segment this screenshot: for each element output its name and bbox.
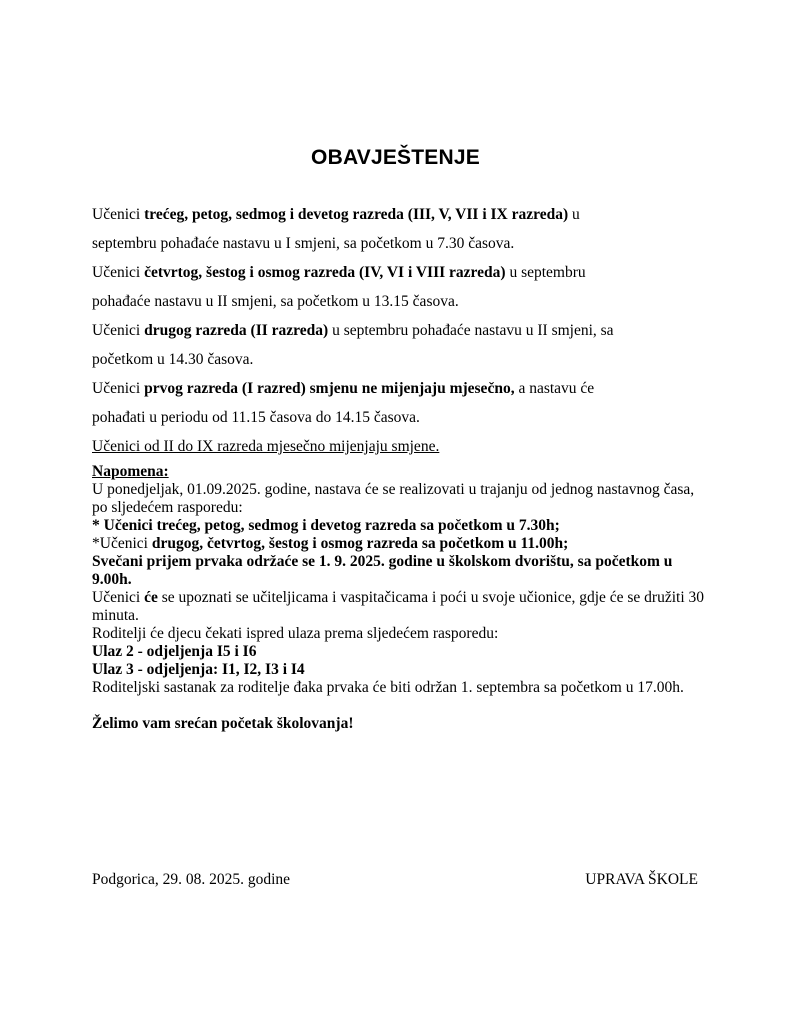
- note-intro: U ponedjeljak, 01.09.2025. godine, nastava će se realizovati u trajanju od jednog nastavnog časa, po sljedećem rasporedu:: [92, 481, 695, 516]
- note-section: [92, 463, 712, 733]
- paragraph-line: pohađati u periodu od 11.15 časova do 14.15 časova.: [92, 409, 420, 426]
- grades-bold: prvog razreda (I razred) smjenu ne mijenjaju mjesečno,: [144, 380, 515, 397]
- paragraph-first-grade: Učenici prvog razreda (I razred) smjenu ne mijenjaju mjesečno, a nastavu će: [92, 380, 595, 397]
- page-title: OBAVJEŠTENJE: [311, 146, 480, 169]
- parent-meeting-text: Roditeljski sastanak za roditelje đaka prvaka će biti održan 1. septembra sa početkom u 17.00h.: [92, 679, 684, 696]
- schedule-section: [92, 200, 712, 461]
- shift-rotation-note: Učenici od II do IX razreda mjesečno mijenjaju smjene.: [92, 438, 440, 455]
- grades-bold: trećeg, petog, sedmog i devetog razreda (III, V, VII i IX razreda): [144, 206, 569, 223]
- footer: [92, 871, 698, 889]
- entrance-2: Ulaz 2 - odjeljenja I5 i I6: [92, 643, 257, 660]
- paragraph-line: početkom u 14.30 časova.: [92, 351, 254, 368]
- note-heading: Napomena:: [92, 463, 169, 480]
- paragraph-line: pohađaće nastavu u II smjeni, sa početkom u 13.15 časova.: [92, 293, 459, 310]
- paragraph-fourth-sixth-eighth: Učenici četvrtog, šestog i osmog razreda (IV, VI i VIII razreda) u septembru: [92, 264, 586, 281]
- paragraph-line: septembru pohađaće nastavu u I smjeni, sa početkom u 7.30 časova.: [92, 235, 515, 252]
- grades-bold: četvrtog, šestog i osmog razreda (IV, VI i VIII razreda): [144, 264, 506, 281]
- parents-text: Roditelji će djecu čekati ispred ulaza prema sljedećem rasporedu:: [92, 625, 499, 642]
- place-date: Podgorica, 29. 08. 2025. godine: [92, 871, 291, 888]
- grades-bold: drugog razreda (II razreda): [144, 322, 329, 339]
- ceremony-text: Svečani prijem prvaka održaće se 1. 9. 2025. godine u školskom dvorištu, sa početkom u 9.00h.: [92, 553, 673, 588]
- closing-wish: Želimo vam srećan početak školovanja!: [92, 715, 354, 732]
- paragraph-second-grade: Učenici drugog razreda (II razreda) u septembru pohađaće nastavu u II smjeni, sa: [92, 322, 614, 339]
- schedule-item-2: *Učenici drugog, četvrtog, šestog i osmog razreda sa početkom u 11.00h;: [92, 535, 569, 552]
- teachers-text: Učenici će se upoznati se učiteljicama i vaspitačicama i poći u svoje učionice, gdje će se družiti 30 minuta.: [92, 589, 705, 624]
- schedule-item-1: * Učenici trećeg, petog, sedmog i devetog razreda sa početkom u 7.30h;: [92, 517, 560, 534]
- signature: UPRAVA ŠKOLE: [585, 871, 698, 888]
- spacer: [92, 697, 712, 715]
- paragraph-third-fifth-seventh-ninth: Učenici trećeg, petog, sedmog i devetog razreda (III, V, VII i IX razreda) u: [92, 206, 580, 223]
- entrance-3: Ulaz 3 - odjeljenja: I1, I2, I3 i I4: [92, 661, 305, 678]
